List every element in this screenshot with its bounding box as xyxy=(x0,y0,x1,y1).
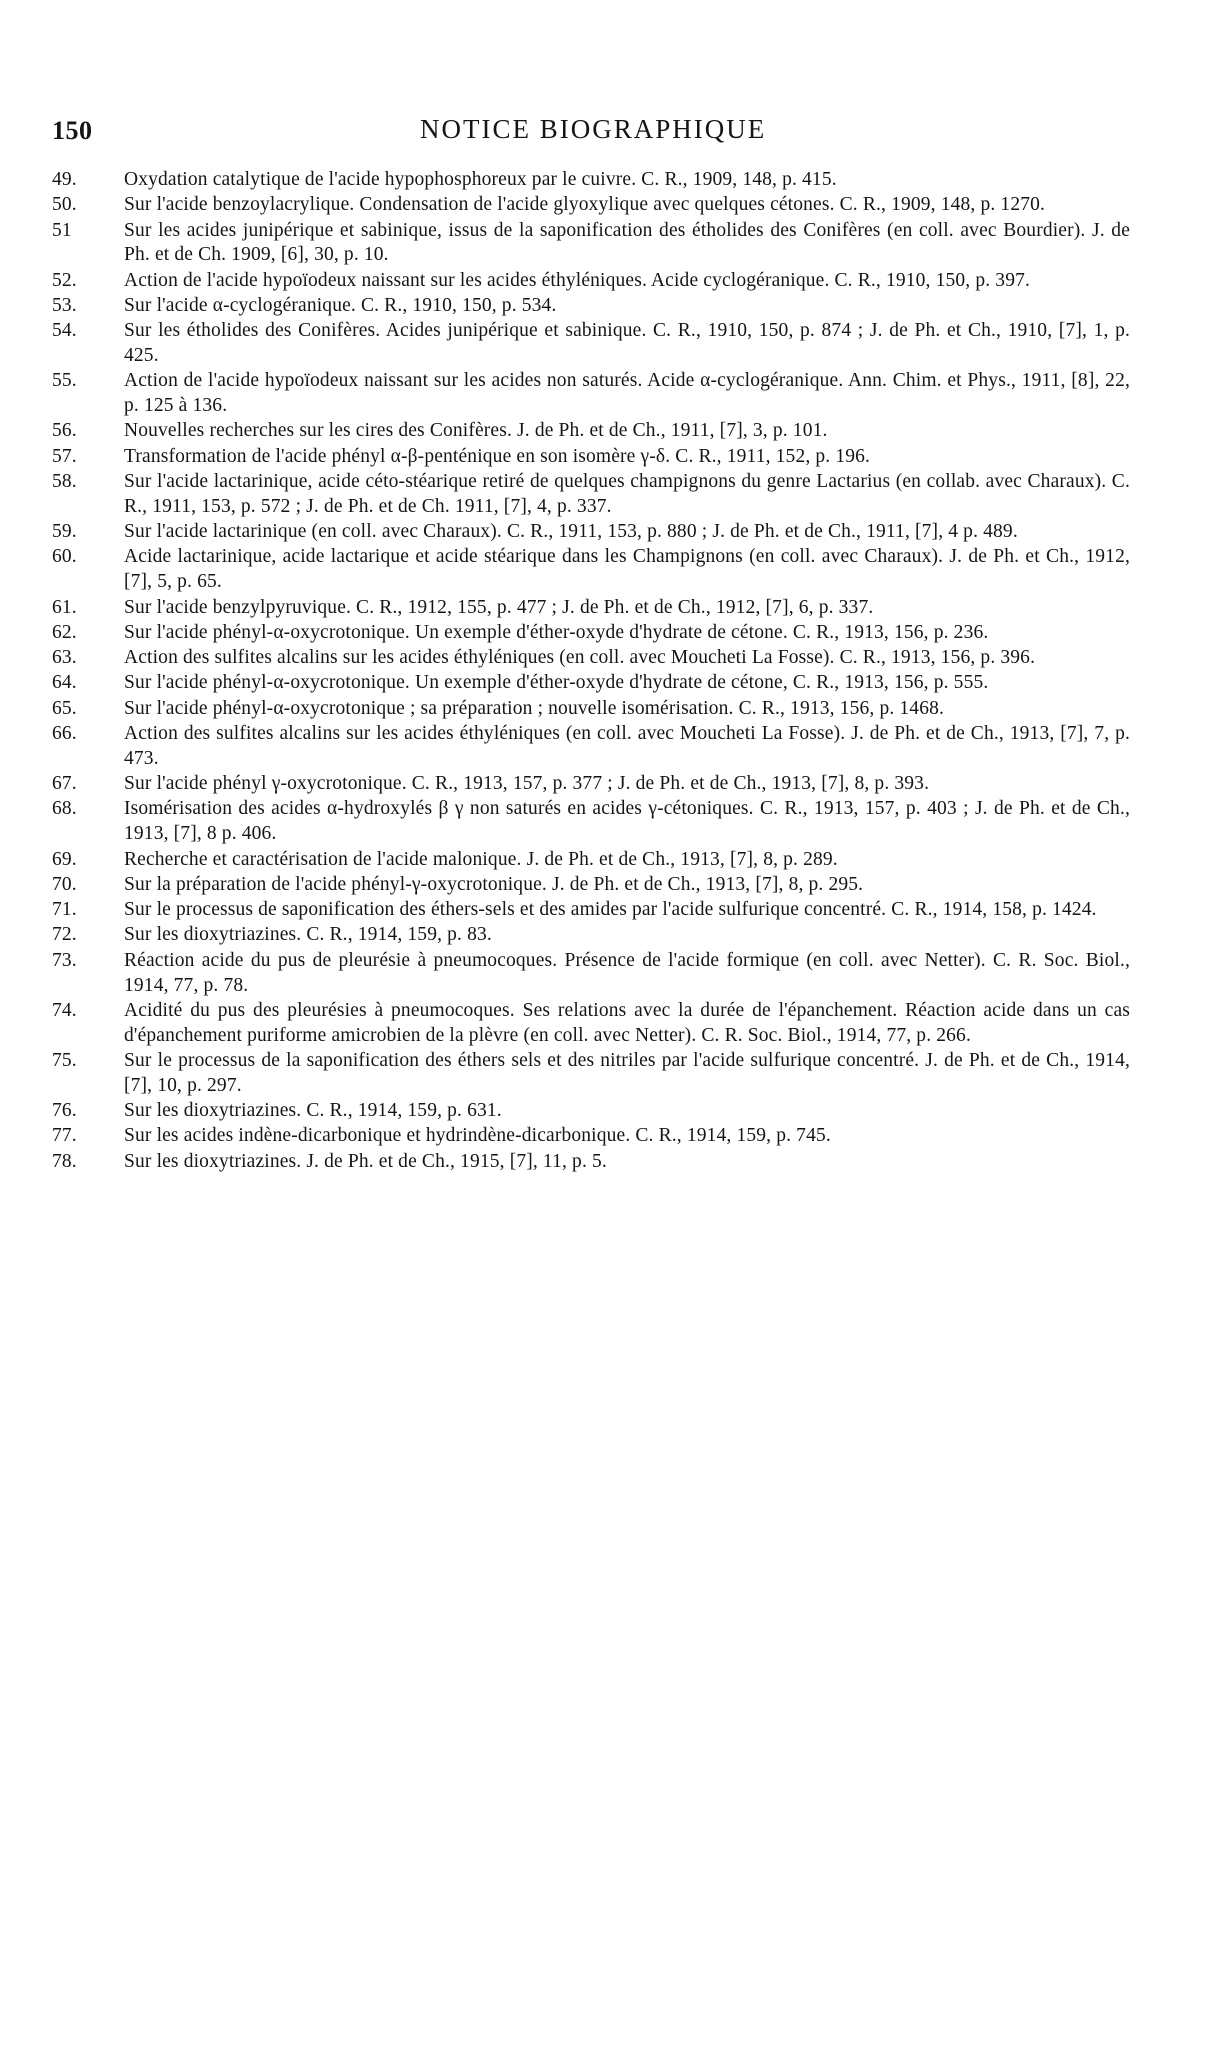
entry-number: 61. xyxy=(52,596,77,618)
entry-number: 56. xyxy=(52,420,77,442)
bibliography-entry xyxy=(52,697,1130,722)
entry-number: 69. xyxy=(52,848,77,870)
entry-text: Acide lactarinique, acide lactarique et acide stéarique dans les Champignons (en coll. avec Charaux). J. de Ph. et Ch., 1912, [7], 5, p. 65. xyxy=(124,546,1130,593)
bibliography-entry xyxy=(52,949,1130,999)
entry-text: Isomérisation des acides α-hydroxylés β γ non saturés en acides γ-cétoniques. C. R., 1913, 157, p. 403 ; J. de Ph. et de Ch., 1913, [7], 8 p. 406. xyxy=(124,798,1130,845)
bibliography-entry xyxy=(52,445,1130,470)
bibliography-entry xyxy=(52,1049,1130,1099)
entry-text: Recherche et caractérisation de l'acide malonique. J. de Ph. et de Ch., 1913, [7], 8, p. 289. xyxy=(124,848,838,870)
entry-text: Sur les dioxytriazines. C. R., 1914, 159, p. 83. xyxy=(124,924,492,946)
entry-number: 65. xyxy=(52,697,77,719)
bibliography-entry xyxy=(52,646,1130,671)
entry-text: Sur l'acide lactarinique, acide céto-stéarique retiré de quelques champignons du genre Lactarius (en collab. avec Charaux). C. R., 1911, 153, p. 572 ; J. de Ph. et de Ch. 1911, [7], 4, p. 337. xyxy=(124,471,1130,517)
entry-number: 74. xyxy=(52,999,77,1021)
bibliography-entry xyxy=(52,596,1130,621)
entry-number: 49. xyxy=(52,169,77,190)
bibliography-entry xyxy=(52,219,1130,269)
bibliography-entry xyxy=(52,269,1130,294)
entry-text: Sur le processus de saponification des éthers-sels et des amides par l'acide sulfurique concentré. C. R., 1914, 158, p. 1424. xyxy=(124,899,1097,921)
bibliography-entry xyxy=(52,294,1130,319)
entry-text: Transformation de l'acide phényl α-β-penténique en son isomère γ-δ. C. R., 1911, 152, p. 196. xyxy=(124,445,871,467)
entry-number: 77. xyxy=(52,1125,77,1147)
entry-number: 78. xyxy=(52,1150,77,1172)
entry-number: 66. xyxy=(52,723,77,745)
entry-number: 52. xyxy=(52,269,77,291)
bibliography-entry xyxy=(52,923,1130,948)
entry-text: Sur les étholides des Conifères. Acides junipérique et sabinique. C. R., 1910, 150, p. 874 ; J. de Ph. et Ch., 1910, [7], 1, p. 425. xyxy=(124,320,1130,367)
bibliography-entry xyxy=(52,545,1130,595)
bibliography-entry xyxy=(52,1150,1130,1175)
entry-text: Sur le processus de la saponification des éthers sels et des nitriles par l'acide sulfurique concentré. J. de Ph. et de Ch., 1914, [7], 10, p. 297. xyxy=(124,1049,1130,1096)
entry-number: 55. xyxy=(52,370,77,392)
entry-text: Sur l'acide benzoylacrylique. Condensation de l'acide glyoxylique avec quelques cétones. C. R., 1909, 148, p. 1270. xyxy=(124,194,1046,216)
entry-text: Sur les dioxytriazines. J. de Ph. et de Ch., 1915, [7], 11, p. 5. xyxy=(124,1150,607,1172)
bibliography-entry xyxy=(52,193,1130,218)
entry-number: 68. xyxy=(52,798,77,820)
bibliography-entry xyxy=(52,621,1130,646)
bibliography-entry xyxy=(52,873,1130,898)
entry-text: Sur les dioxytriazines. C. R., 1914, 159, p. 631. xyxy=(124,1099,502,1121)
entry-text: Action de l'acide hypoïodeux naissant sur les acides non saturés. Acide α-cyclogéranique. Ann. Chim. et Phys., 1911, [8], 22, p. 125 à 136. xyxy=(124,370,1130,417)
entry-number: 76. xyxy=(52,1099,77,1121)
entry-number: 59. xyxy=(52,521,77,543)
entry-text: Sur l'acide benzylpyruvique. C. R., 1912, 155, p. 477 ; J. de Ph. et de Ch., 1912, [7], 6, p. 337. xyxy=(124,596,874,618)
entry-number: 75. xyxy=(52,1049,77,1071)
entry-number: 51 xyxy=(52,219,72,241)
entry-text: Réaction acide du pus de pleurésie à pneumocoques. Présence de l'acide formique (en coll. avec Netter). C. R. Soc. Biol., 1914, 77, p. 78. xyxy=(124,949,1130,996)
entry-number: 73. xyxy=(52,949,77,971)
entry-number: 53. xyxy=(52,294,77,316)
entry-number: 71. xyxy=(52,899,77,921)
entry-number: 57. xyxy=(52,445,77,467)
bibliography-entry xyxy=(52,848,1130,873)
bibliography-entry xyxy=(52,168,1130,193)
entry-text: Acidité du pus des pleurésies à pneumocoques. Ses relations avec la durée de l'épanchement. Réaction acide dans un cas d'épanchement puriforme amicrobien de la plèvre (en coll. avec Netter). C. R. Soc. Biol., 1914, 77, p. 266. xyxy=(124,999,1130,1046)
bibliography-entry xyxy=(52,722,1130,772)
bibliography-entry xyxy=(52,999,1130,1049)
bibliography-entry xyxy=(52,1124,1130,1149)
bibliography-entry xyxy=(52,419,1130,444)
entry-number: 63. xyxy=(52,647,77,669)
entry-number: 72. xyxy=(52,924,77,946)
page-header xyxy=(40,110,1140,150)
entry-text: Sur l'acide phényl-α-oxycrotonique. Un exemple d'éther-oxyde d'hydrate de cétone, C. R., 1913, 156, p. 555. xyxy=(124,672,989,694)
bibliography-entry xyxy=(52,369,1130,419)
bibliography-entry xyxy=(52,797,1130,847)
entry-text: Sur l'acide lactarinique (en coll. avec Charaux). C. R., 1911, 153, p. 880 ; J. de Ph. et de Ch., 1911, [7], 4 p. 489. xyxy=(124,521,1018,543)
bibliography-entry xyxy=(52,772,1130,797)
bibliography-entry xyxy=(52,671,1130,696)
entry-number: 62. xyxy=(52,621,77,643)
entry-text: Sur les acides junipérique et sabinique, issus de la saponification des étholides des Conifères (en coll. avec Bourdier). J. de Ph. et de Ch. 1909, [6], 30, p. 10. xyxy=(124,219,1130,266)
running-title: NOTICE BIOGRAPHIQUE xyxy=(420,114,767,144)
entry-number: 67. xyxy=(52,773,77,795)
entry-text: Sur la préparation de l'acide phényl-γ-oxycrotonique. J. de Ph. et de Ch., 1913, [7], 8, p. 295. xyxy=(124,873,864,895)
entry-text: Action de l'acide hypoïodeux naissant sur les acides éthyléniques. Acide cyclogéranique. C. R., 1910, 150, p. 397. xyxy=(124,269,1031,291)
entry-text: Sur l'acide phényl-α-oxycrotonique ; sa préparation ; nouvelle isomérisation. C. R., 1913, 156, p. 1468. xyxy=(124,697,945,719)
entry-number: 50. xyxy=(52,194,77,216)
entry-number: 54. xyxy=(52,320,77,342)
bibliography-entry xyxy=(52,520,1130,545)
entry-text: Action des sulfites alcalins sur les acides éthyléniques (en coll. avec Moucheti La Fosse). J. de Ph. et de Ch., 1913, [7], 7, p. 473. xyxy=(124,723,1130,769)
page-number: 150 xyxy=(52,116,93,145)
entry-text: Sur les acides indène-dicarbonique et hydrindène-dicarbonique. C. R., 1914, 159, p. 745. xyxy=(124,1125,831,1147)
entry-number: 70. xyxy=(52,873,77,895)
entry-text: Oxydation catalytique de l'acide hypophosphoreux par le cuivre. C. R., 1909, 148, p. 415. xyxy=(124,169,837,190)
bibliography-entry xyxy=(52,319,1130,369)
entry-text: Sur l'acide α-cyclogéranique. C. R., 1910, 150, p. 534. xyxy=(124,294,557,316)
bibliography-entry xyxy=(52,898,1130,923)
bibliography-list xyxy=(52,168,1130,1175)
entry-text: Sur l'acide phényl-α-oxycrotonique. Un exemple d'éther-oxyde d'hydrate de cétone. C. R., 1913, 156, p. 236. xyxy=(124,621,989,643)
entry-number: 58. xyxy=(52,471,77,493)
entry-number: 64. xyxy=(52,672,77,694)
entry-text: Sur l'acide phényl γ-oxycrotonique. C. R., 1913, 157, p. 377 ; J. de Ph. et de Ch., 1913, [7], 8, p. 393. xyxy=(124,773,930,795)
entry-text: Nouvelles recherches sur les cires des Conifères. J. de Ph. et de Ch., 1911, [7], 3, p. 101. xyxy=(124,420,828,442)
bibliography-entry xyxy=(52,1099,1130,1124)
entry-number: 60. xyxy=(52,546,77,568)
entry-text: Action des sulfites alcalins sur les acides éthyléniques (en coll. avec Moucheti La Fosse). C. R., 1913, 156, p. 396. xyxy=(124,647,1036,669)
bibliography-entry xyxy=(52,470,1130,520)
